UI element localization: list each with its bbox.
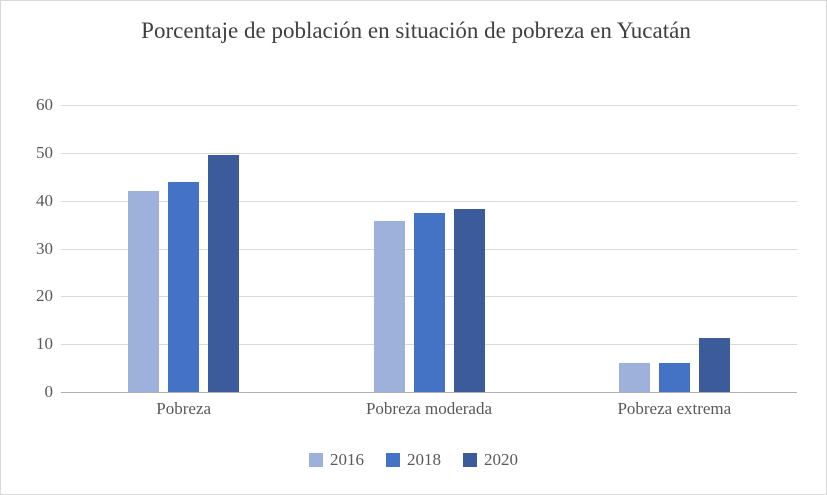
y-tick-label: 0 [44, 382, 53, 401]
legend-label: 2016 [330, 450, 364, 469]
y-tick-label: 30 [36, 238, 53, 258]
y-axis-labels [1, 95, 53, 401]
legend-item[interactable] [386, 451, 441, 468]
gridline [61, 153, 797, 154]
y-tick-label: 10 [36, 334, 53, 354]
legend-item[interactable] [309, 451, 364, 468]
bar [454, 209, 485, 392]
y-tick-label: 50 [36, 142, 53, 162]
bar [128, 191, 159, 392]
x-axis-line [61, 392, 797, 393]
legend-item[interactable] [463, 451, 518, 468]
legend-label: 2018 [407, 450, 441, 469]
bar [659, 363, 690, 392]
legend-swatch-icon [386, 453, 400, 467]
y-tick-label: 20 [36, 286, 53, 306]
bar [619, 363, 650, 392]
gridline [61, 105, 797, 106]
legend-swatch-icon [463, 453, 477, 467]
plot-area [61, 105, 797, 392]
legend-swatch-icon [309, 453, 323, 467]
chart-title: Porcentaje de población en situación de pobreza en Yucatán [141, 18, 691, 43]
bar [699, 338, 730, 392]
bar [414, 213, 445, 392]
y-tick-label: 60 [36, 95, 53, 114]
legend-label: 2020 [484, 450, 518, 469]
bar [168, 182, 199, 392]
x-tick-label: Pobreza extrema [617, 399, 732, 418]
chart-legend [1, 451, 826, 468]
bar [208, 155, 239, 392]
x-tick-label: Pobreza moderada [365, 399, 492, 418]
y-tick-label: 40 [36, 190, 53, 210]
x-tick-label: Pobreza [156, 399, 212, 418]
bar [374, 221, 405, 392]
